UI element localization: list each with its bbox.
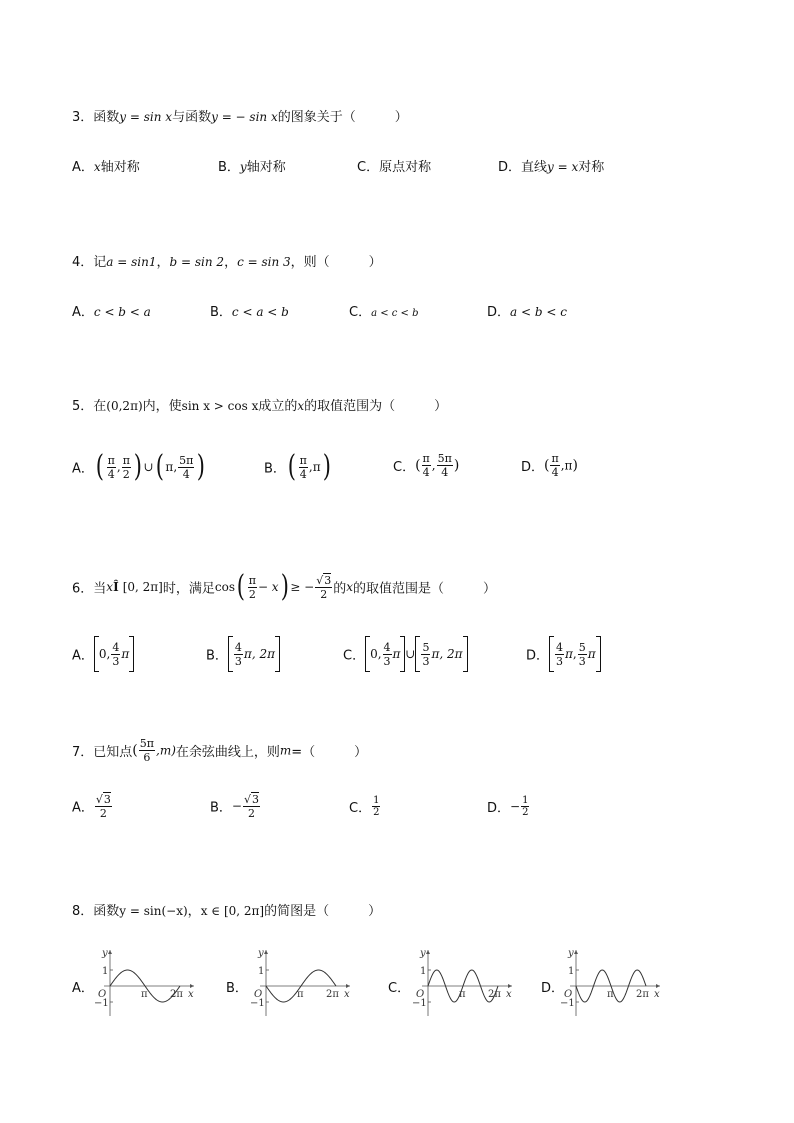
q8-domain: x ∈ [0, 2π]: [200, 904, 265, 918]
q6-number: 6．: [72, 581, 94, 597]
q5-text3: 成立的: [258, 399, 298, 414]
option-label: A．: [72, 305, 94, 320]
q4-option-b[interactable]: [210, 301, 289, 320]
paren: ): [133, 449, 142, 484]
x-label: x: [654, 989, 660, 1000]
option-eq: a < b < c: [510, 305, 567, 319]
comma: ,: [572, 647, 577, 661]
q8-stem: [72, 900, 381, 919]
q8-graph-d[interactable]: [556, 944, 666, 1024]
option-label: A．: [72, 461, 94, 477]
frac: $\frac{√3}{2}$: [243, 793, 259, 820]
q5-text: 在: [93, 399, 107, 414]
comma: ,: [431, 458, 436, 473]
pi: π: [565, 647, 573, 661]
pi: π: [121, 647, 130, 661]
pi: π: [392, 647, 401, 661]
q6-text2: 时，满足: [162, 581, 215, 597]
q7-text3: =（ ）: [291, 745, 368, 760]
option-label: B．: [210, 305, 232, 320]
q6-text3: 的: [333, 581, 347, 597]
frac: $\frac{5}{3}$: [422, 640, 430, 668]
q3-stem: [72, 106, 408, 125]
q5-option-c[interactable]: [393, 452, 459, 479]
option-text: 直线: [521, 160, 548, 175]
option-var: y: [239, 160, 247, 174]
q8-text2: 的简图是（ ）: [264, 904, 382, 919]
x-arrow: [190, 984, 194, 988]
frac: $\frac{5\pi}{4}$: [179, 453, 194, 481]
comma: ,: [173, 460, 178, 474]
y-arrow: [264, 950, 268, 954]
q4-eq2: b = sin 2: [169, 255, 225, 269]
y-label: y: [568, 948, 574, 959]
q8-number: 8．: [72, 904, 94, 919]
option-var: x: [93, 160, 101, 174]
pi: π: [564, 458, 573, 473]
origin-label: O: [416, 989, 425, 1000]
paren: (: [236, 569, 245, 604]
q3-text: 函数: [93, 110, 120, 125]
frac: $\frac{\pi}{2}$: [248, 573, 256, 601]
q4-number: 4．: [72, 255, 94, 270]
q7-option-b[interactable]: [210, 792, 261, 820]
origin-label: O: [254, 989, 263, 1000]
two-pi-label: 2π: [170, 989, 183, 1000]
zero: 0,: [370, 647, 382, 661]
option-label: C．: [357, 160, 380, 175]
frac: $\frac{\pi}{4}$: [551, 452, 559, 479]
q5-ineq: sin x > cos x: [181, 399, 259, 413]
bracket: [596, 636, 601, 672]
origin-label: O: [564, 989, 573, 1000]
q4-sep: ，: [156, 255, 170, 270]
q6-symbol: Î: [113, 580, 119, 594]
q7-m: ,m): [156, 743, 176, 758]
paren: (: [132, 742, 138, 759]
option-label: D．: [498, 160, 522, 175]
q6-option-c[interactable]: [343, 636, 468, 672]
option-label: D．: [487, 801, 511, 816]
q5-text4: 的取值范围为（ ）: [304, 399, 448, 414]
q6-option-b[interactable]: [206, 636, 280, 672]
zero: 0,: [98, 647, 111, 661]
paren: (: [155, 449, 164, 484]
q8-graph-c[interactable]: [408, 944, 518, 1024]
q8-option-d-label[interactable]: D．: [541, 981, 565, 996]
pi: π: [587, 647, 596, 661]
q8-sep: ，: [187, 904, 201, 919]
bracket: [129, 636, 134, 672]
option-text: 轴对称: [100, 160, 140, 175]
bracket: [228, 636, 233, 672]
two-pi: , 2π: [251, 647, 275, 661]
paren: ): [197, 449, 206, 484]
bracket: [415, 636, 420, 672]
q6-var: x: [106, 580, 114, 594]
comma: ,: [116, 460, 121, 474]
frac: $\frac{4}{3}$: [112, 640, 120, 668]
q6-minus-x: − x: [257, 580, 279, 594]
frac: $\frac{\pi}{4}$: [107, 453, 115, 481]
q3-option-a[interactable]: [72, 156, 140, 175]
q6-option-d[interactable]: [526, 636, 601, 672]
q6-cos: cos: [214, 580, 235, 594]
option-text2: 对称: [578, 160, 605, 175]
tick-label-neg1: −1: [412, 998, 427, 1009]
tick-label-1: 1: [420, 966, 427, 977]
q8-graph-b[interactable]: [246, 944, 356, 1024]
q6-text: 当: [93, 581, 107, 597]
q7-stem: [72, 737, 367, 764]
q3-option-c[interactable]: [357, 156, 431, 175]
paren: ): [453, 457, 460, 474]
union: ∪: [143, 460, 154, 474]
tick-label-1: 1: [568, 966, 575, 977]
pi-label: π: [459, 989, 466, 1000]
q6-stem: [72, 569, 497, 604]
option-label: D．: [526, 648, 550, 664]
frac: $\frac{4}{3}$: [556, 640, 564, 668]
frac: $\frac{5\pi}{4}$: [437, 452, 452, 479]
paren: (: [415, 457, 421, 474]
frac-sqrt3-over-2: $\frac{√3}{2}$: [316, 574, 332, 601]
pi-label: π: [607, 989, 614, 1000]
frac: $\frac{4}{3}$: [234, 640, 242, 668]
q5-option-b[interactable]: [264, 449, 332, 484]
option-label: C．: [393, 460, 416, 475]
q4-option-a[interactable]: [72, 301, 151, 320]
tick-label-neg1: −1: [250, 998, 265, 1009]
q8-eq: y = sin(−x): [119, 904, 188, 918]
q7-number: 7．: [72, 745, 94, 760]
comma: ,: [560, 458, 565, 473]
frac: $\frac{√3}{2}$: [95, 793, 111, 820]
paren: (: [95, 449, 104, 484]
q6-ge: ≥ −: [290, 580, 315, 594]
origin-label: O: [98, 989, 107, 1000]
option-label: A．: [72, 160, 94, 175]
q3-eq1: y = sin x: [119, 110, 173, 124]
q5-interval: (0,2π): [106, 399, 143, 413]
q5-stem: [72, 395, 447, 414]
option-label: C．: [349, 305, 372, 320]
q4-text2: ，则（ ）: [290, 255, 382, 270]
pi-label: π: [297, 989, 304, 1000]
q3-number: 3．: [72, 110, 94, 125]
q4-option-c[interactable]: [349, 301, 419, 320]
q7-option-c[interactable]: [349, 795, 381, 818]
q6-interval: [0, 2π]: [122, 580, 163, 594]
q4-eq1: a = sin1: [106, 255, 157, 269]
q7-text: 已知点: [93, 745, 133, 760]
paren: ): [322, 449, 331, 484]
pi: π: [431, 647, 440, 661]
q3-text3: 的图象关于（ ）: [277, 110, 408, 125]
frac: $\frac{\pi}{4}$: [422, 452, 430, 479]
option-label: A．: [72, 800, 94, 816]
minus: −: [510, 799, 521, 814]
frac: $\frac{1}{2}$: [522, 795, 529, 818]
frac: $\frac{1}{2}$: [373, 795, 380, 818]
y-arrow: [426, 950, 430, 954]
y-label: y: [420, 948, 426, 959]
bracket: [549, 636, 554, 672]
q4-option-d[interactable]: [487, 301, 567, 320]
option-label: C．: [349, 801, 372, 816]
q5-text2: 内，使: [142, 399, 182, 414]
q5-option-a[interactable]: [72, 449, 207, 484]
frac: $\frac{\pi}{2}$: [122, 453, 130, 481]
option-label: B．: [218, 160, 240, 175]
tick-label-1: 1: [102, 966, 109, 977]
option-label: D．: [521, 460, 545, 475]
q4-sep: ，: [224, 255, 238, 270]
q3-eq2: y = − sin x: [211, 110, 278, 124]
q7-option-a[interactable]: [72, 792, 113, 820]
x-arrow: [346, 984, 350, 988]
x-arrow: [508, 984, 512, 988]
paren: ): [280, 569, 289, 604]
paren: (: [544, 457, 550, 474]
q8-graph-a[interactable]: [90, 944, 200, 1024]
q8-text: 函数: [93, 904, 120, 919]
two-pi-label: 2π: [326, 989, 339, 1000]
paren: (: [287, 449, 296, 484]
q6-text4: 的取值范围是（ ）: [353, 581, 497, 597]
minus: −: [231, 799, 242, 813]
two-pi: , 2π: [439, 647, 463, 661]
y-arrow: [574, 950, 578, 954]
option-label: A．: [72, 648, 94, 664]
option-label: B．: [264, 461, 286, 477]
frac: $\frac{5\pi}{6}$: [139, 737, 154, 764]
q7-option-d[interactable]: [487, 795, 530, 818]
option-text: 原点对称: [379, 160, 432, 175]
option-eq: c < a < b: [231, 305, 289, 319]
pi-label: π: [141, 989, 148, 1000]
x-label: x: [188, 989, 194, 1000]
q4-eq3: c = sin 3: [237, 255, 291, 269]
q4-stem: [72, 251, 382, 270]
q8-option-c-label[interactable]: C．: [388, 981, 411, 996]
union: ∪: [405, 647, 416, 661]
y-arrow: [108, 950, 112, 954]
option-label: B．: [206, 648, 228, 664]
x-label: x: [344, 989, 350, 1000]
comma: ,: [308, 460, 313, 474]
q3-option-b[interactable]: [218, 156, 286, 175]
bracket: [275, 636, 280, 672]
pi: π: [243, 647, 252, 661]
option-eq: a < c < b: [371, 308, 419, 319]
pi: π: [312, 460, 321, 474]
q7-text2: 在余弦曲线上，则: [175, 745, 280, 760]
x-label: x: [506, 989, 512, 1000]
option-text: 轴对称: [246, 160, 286, 175]
y-label: y: [258, 948, 264, 959]
two-pi-label: 2π: [636, 989, 649, 1000]
q5-option-d[interactable]: [521, 452, 578, 479]
two-pi-label: 2π: [488, 989, 501, 1000]
paren: ): [572, 457, 578, 474]
q4-text: 记: [93, 255, 107, 270]
pi: π: [165, 460, 174, 474]
option-eq: y = x: [547, 160, 579, 174]
frac: $\frac{5}{3}$: [578, 640, 586, 668]
q6-var2: x: [346, 580, 354, 594]
q8-option-a-label[interactable]: A．: [72, 981, 94, 996]
option-label: D．: [487, 305, 511, 320]
q7-var: m: [279, 743, 292, 758]
tick-label-1: 1: [258, 966, 265, 977]
q5-number: 5．: [72, 399, 94, 414]
q3-option-d[interactable]: [498, 156, 604, 175]
frac: $\frac{\pi}{4}$: [299, 453, 307, 481]
option-label: B．: [210, 800, 232, 816]
option-label: C．: [343, 648, 366, 664]
y-label: y: [102, 948, 108, 959]
frac: $\frac{4}{3}$: [383, 640, 391, 668]
tick-label-neg1: −1: [560, 998, 575, 1009]
option-eq: c < b < a: [93, 305, 151, 319]
x-arrow: [656, 984, 660, 988]
tick-label-neg1: −1: [94, 998, 109, 1009]
q5-var: x: [297, 399, 305, 413]
q6-option-a[interactable]: [72, 636, 134, 672]
bracket: [463, 636, 468, 672]
q8-option-b-label[interactable]: B．: [226, 981, 248, 996]
q3-text2: 与函数: [172, 110, 212, 125]
